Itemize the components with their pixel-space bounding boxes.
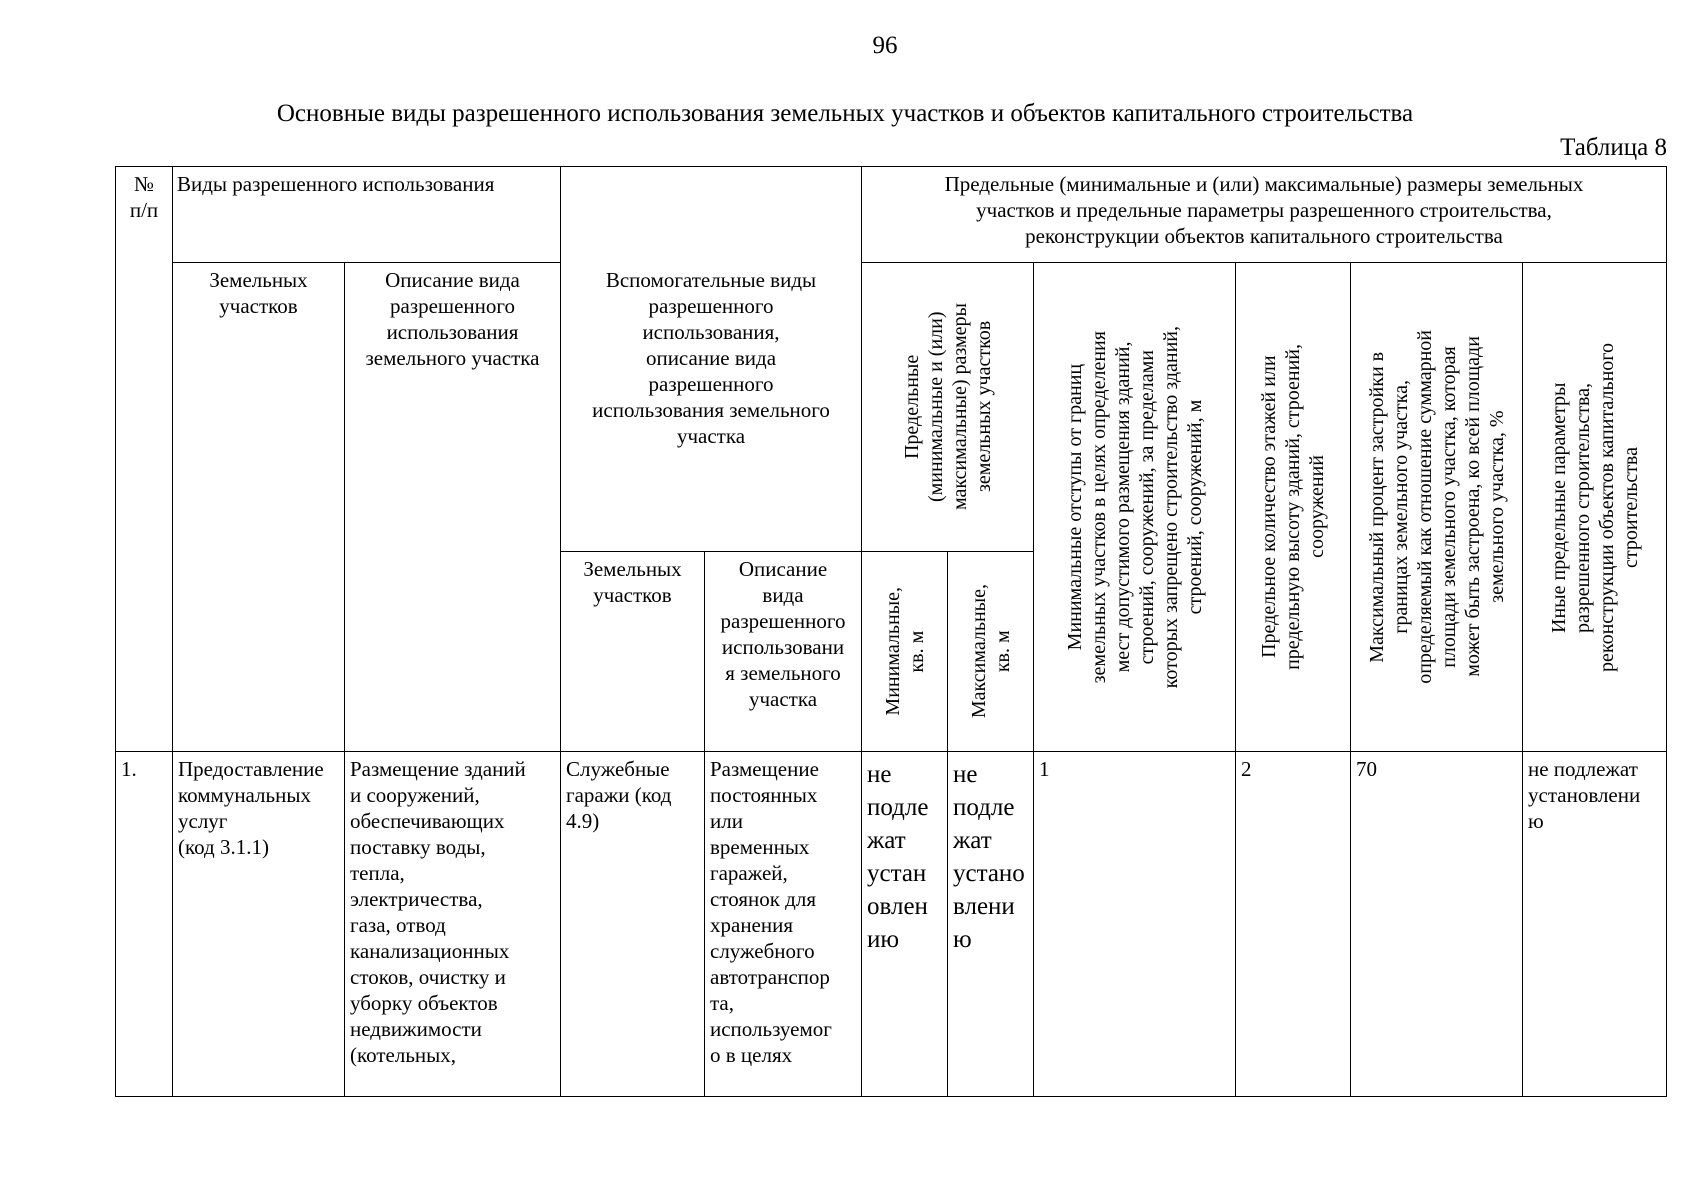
header-aux-description: Описание вида разрешенного использовани я земельного участка [704, 551, 862, 752]
header-min-area: Минимальные, кв. м [861, 551, 948, 752]
header-use-description: Описание вида разрешенного использования земельного участка [344, 262, 561, 752]
header-permitted-uses: Виды разрешенного использования [172, 166, 561, 263]
table-row-min-area: не подле жат устан овлен ию [861, 751, 948, 1097]
header-coverage: Максимальный процент застройки в границах земельного участка, определяемый как отношение суммарной площади земельного участка, которая может быть застроена, ко всей площади земельного участка, % [1350, 262, 1523, 752]
header-other-parameters: Иные предельные параметры разрешенного строительства, реконструкции объектов капитального строительства [1522, 262, 1667, 752]
header-limit-parameters: Предельные (минимальные и (или) максимальные) размеры земельных участков и предельные параметры разрешенного строительства, реконструкции объектов капитального строительства [861, 166, 1667, 263]
table-row-aux-description: Размещение постоянных или временных гаражей, стоянок для хранения служебного автотранспор та, используемог о в целях [704, 751, 862, 1097]
header-plots: Земельных участков [172, 262, 345, 752]
document-title: Основные виды разрешенного использования земельных участков и объектов капитального строительства [276, 100, 1414, 127]
header-floors: Предельное количество этажей или предельную высоту зданий, строений, сооружений [1235, 262, 1351, 752]
header-number: № п/п [115, 166, 173, 752]
header-auxiliary-uses: Вспомогательные виды разрешенного использования, описание вида разрешенного использования земельного участка [560, 166, 862, 552]
table-row-plot: Предоставление коммунальных услуг (код 3.1.1) [172, 751, 345, 1097]
header-aux-plots: Земельных участков [560, 551, 705, 752]
table-row-max-area: не подле жат устано влени ю [947, 751, 1034, 1097]
table-row-other: не подлежат установлени ю [1522, 751, 1667, 1097]
header-setbacks: Минимальные отступы от границ земельных участков в целях определения мест допустимого размещения зданий, строений, сооружений, за пределами которых запрещено строительство зданий, строений, сооружений, м [1033, 262, 1236, 752]
header-plot-size-limits: Предельные (минимальные и (или) максимальные) размеры земельных участков [861, 262, 1034, 552]
table-label: Таблица 8 [1560, 134, 1667, 161]
page-number: 96 [872, 32, 898, 59]
table-row-coverage: 70 [1350, 751, 1523, 1097]
table-row-floors: 2 [1235, 751, 1351, 1097]
table-row-number: 1. [115, 751, 173, 1097]
table-row-aux-plot: Служебные гаражи (код 4.9) [560, 751, 705, 1097]
header-max-area: Максимальные, кв. м [947, 551, 1034, 752]
table-row-setbacks: 1 [1033, 751, 1236, 1097]
table-row-description: Размещение зданий и сооружений, обеспечивающих поставку воды, тепла, электричества, газа, отвод канализационных стоков, очистку и уборку объектов недвижимости (котельных, [344, 751, 561, 1097]
